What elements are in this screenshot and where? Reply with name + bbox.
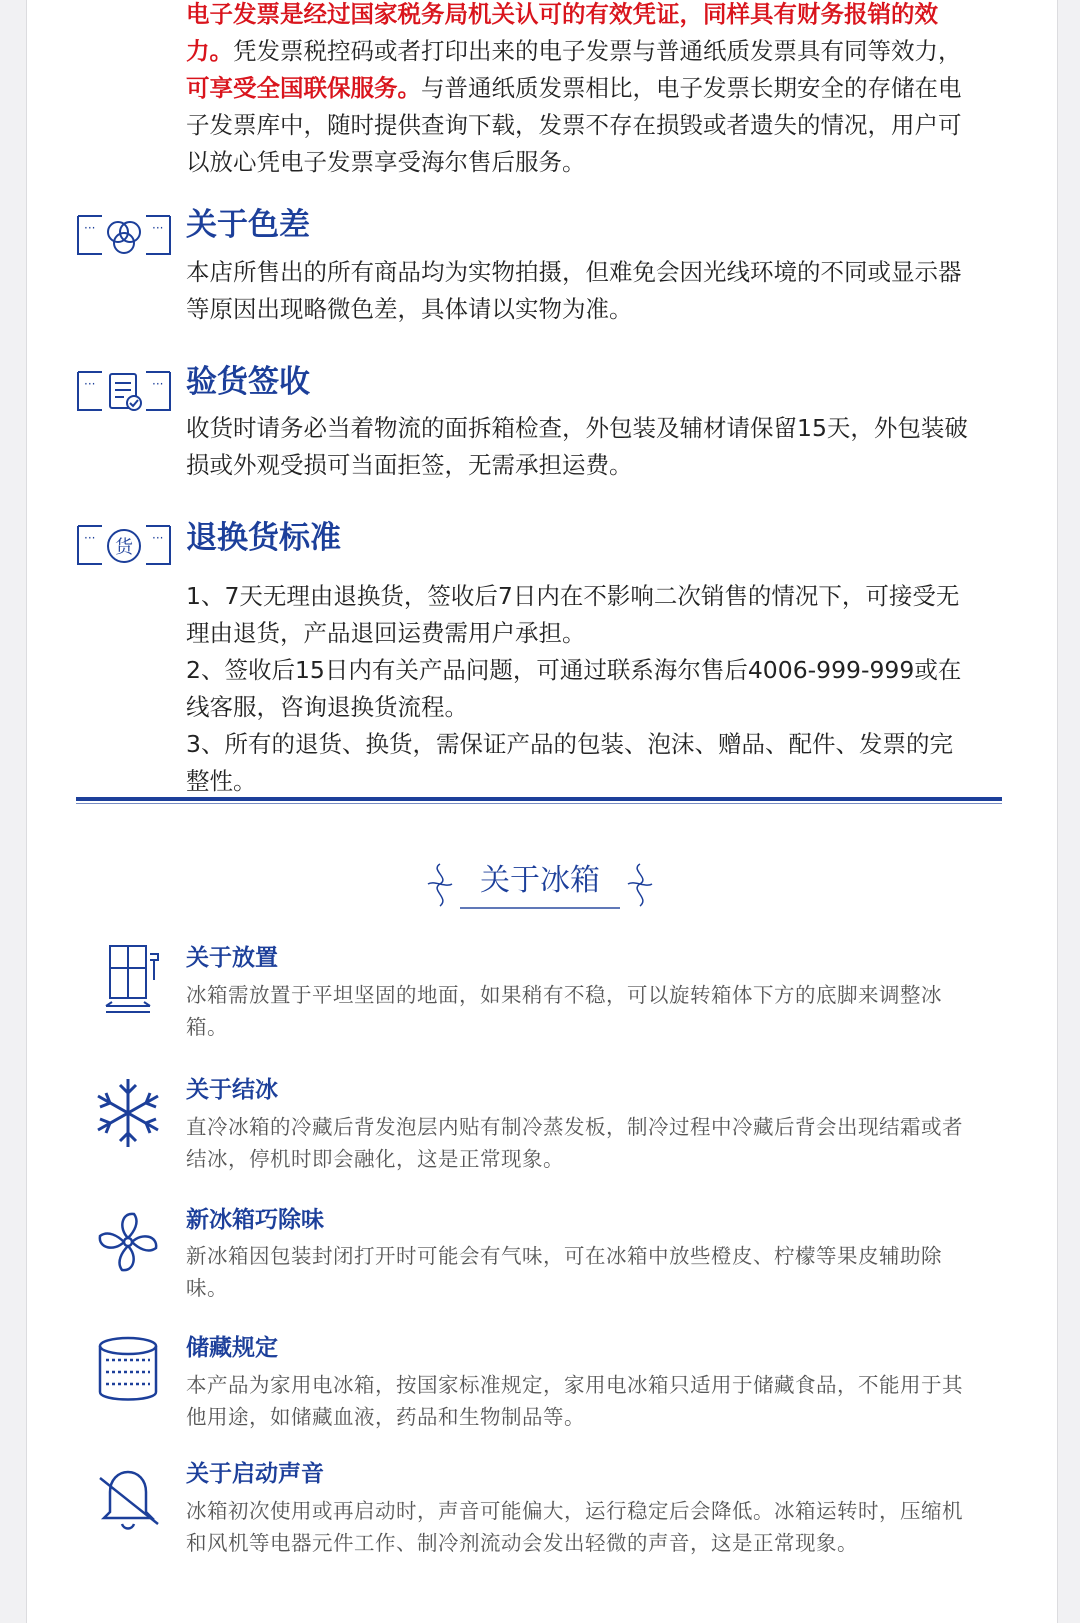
odor-title: 新冰箱巧除味	[186, 1207, 324, 1233]
placement-text: 冰箱需放置于平坦坚固的地面，如果稍有不稳，可以旋转箱体下方的底脚来调整冰箱。	[186, 983, 942, 1039]
returns-item-3: 3、所有的退货、换货，需保证产品的包装、泡沫、赠品、配件、发票的完整性。	[186, 730, 953, 795]
section-divider-thin	[76, 803, 1002, 804]
returns-title: 退换货标准	[186, 520, 341, 556]
left-ornament-icon	[420, 860, 460, 910]
fan-odor-icon	[88, 1202, 168, 1282]
returns-item-1: 1、7天无理由退换货，签收后7日内在不影响二次销售的情况下，可接受无理由退货，产品退回运费需用户承担。	[186, 582, 960, 647]
svg-text:···: ···	[84, 531, 96, 545]
placement-title: 关于放置	[186, 945, 278, 971]
inspection-title: 验货签收	[186, 364, 310, 400]
section-divider-thick	[76, 797, 1002, 801]
goods-return-icon	[76, 522, 172, 568]
svg-text:货: 货	[115, 537, 133, 558]
odor-text: 新冰箱因包装封闭打开时可能会有气味，可在冰箱中放些橙皮、柠檬等果皮辅助除味。	[186, 1244, 942, 1300]
snowflake-icon	[88, 1073, 168, 1153]
fridge-placement-icon	[88, 940, 168, 1020]
storage-title: 储藏规定	[186, 1335, 278, 1361]
title-underline	[460, 907, 620, 909]
fridge-section-header	[0, 855, 1080, 899]
storage-icon	[88, 1330, 168, 1410]
invoice-red-2: 可享受全国联保服务。	[186, 74, 421, 102]
invoice-paragraph	[186, 0, 976, 181]
storage-text: 本产品为家用电冰箱，按国家标准规定，家用电冰箱只适用于储藏食品，不能用于其他用途，如储藏血液，药品和生物制品等。	[186, 1373, 963, 1429]
color-circles-icon	[76, 212, 172, 258]
invoice-normal-2: 与普通纸质发票相比，电子发票长期安全的存储在电子发票库中，随时提供查询下载，发票不存在损毁或者遗失的情况，用户可以放心凭电子发票享受海尔售后服务。	[186, 74, 962, 176]
right-ornament-icon	[620, 860, 660, 910]
fridge-section-title: 关于冰箱	[480, 863, 600, 898]
svg-text:···: ···	[152, 531, 164, 545]
document-check-icon	[76, 368, 172, 414]
invoice-red-1: 电子发票是经过国家税务局机关认可的有效凭证，同样具有财务报销的效力。	[186, 0, 938, 65]
svg-text:···: ···	[152, 377, 164, 391]
freezing-text: 直冷冰箱的冷藏后背发泡层内贴有制冷蒸发板，制冷过程中冷藏后背会出现结霜或者结冰，停机时即会融化，这是正常现象。	[186, 1115, 963, 1171]
inspection-text: 收货时请务必当着物流的面拆箱检查，外包装及辅材请保留15天，外包装破损或外观受损可当面拒签，无需承担运费。	[186, 414, 968, 479]
color-diff-title: 关于色差	[186, 207, 310, 243]
sound-text: 冰箱初次使用或再启动时，声音可能偏大，运行稳定后会降低。冰箱运转时，压缩机和风机等电器元件工作、制冷剂流动会发出轻微的声音，这是正常现象。	[186, 1499, 963, 1555]
freezing-title: 关于结冰	[186, 1077, 278, 1103]
returns-list	[186, 578, 976, 800]
color-diff-text: 本店所售出的所有商品均为实物拍摄，但难免会因光线环境的不同或显示器等原因出现略微色差，具体请以实物为准。	[186, 258, 962, 323]
svg-text:···: ···	[152, 221, 164, 235]
svg-text:···: ···	[84, 221, 96, 235]
svg-text:···: ···	[84, 377, 96, 391]
returns-item-2: 2、签收后15日内有关产品问题，可通过联系海尔售后4006-999-999或在线客服，咨询退换货流程。	[186, 656, 962, 721]
invoice-normal-1: 凭发票税控码或者打印出来的电子发票与普通纸质发票具有同等效力，	[233, 37, 962, 65]
bell-mute-icon	[88, 1458, 168, 1538]
sound-title: 关于启动声音	[186, 1461, 324, 1487]
